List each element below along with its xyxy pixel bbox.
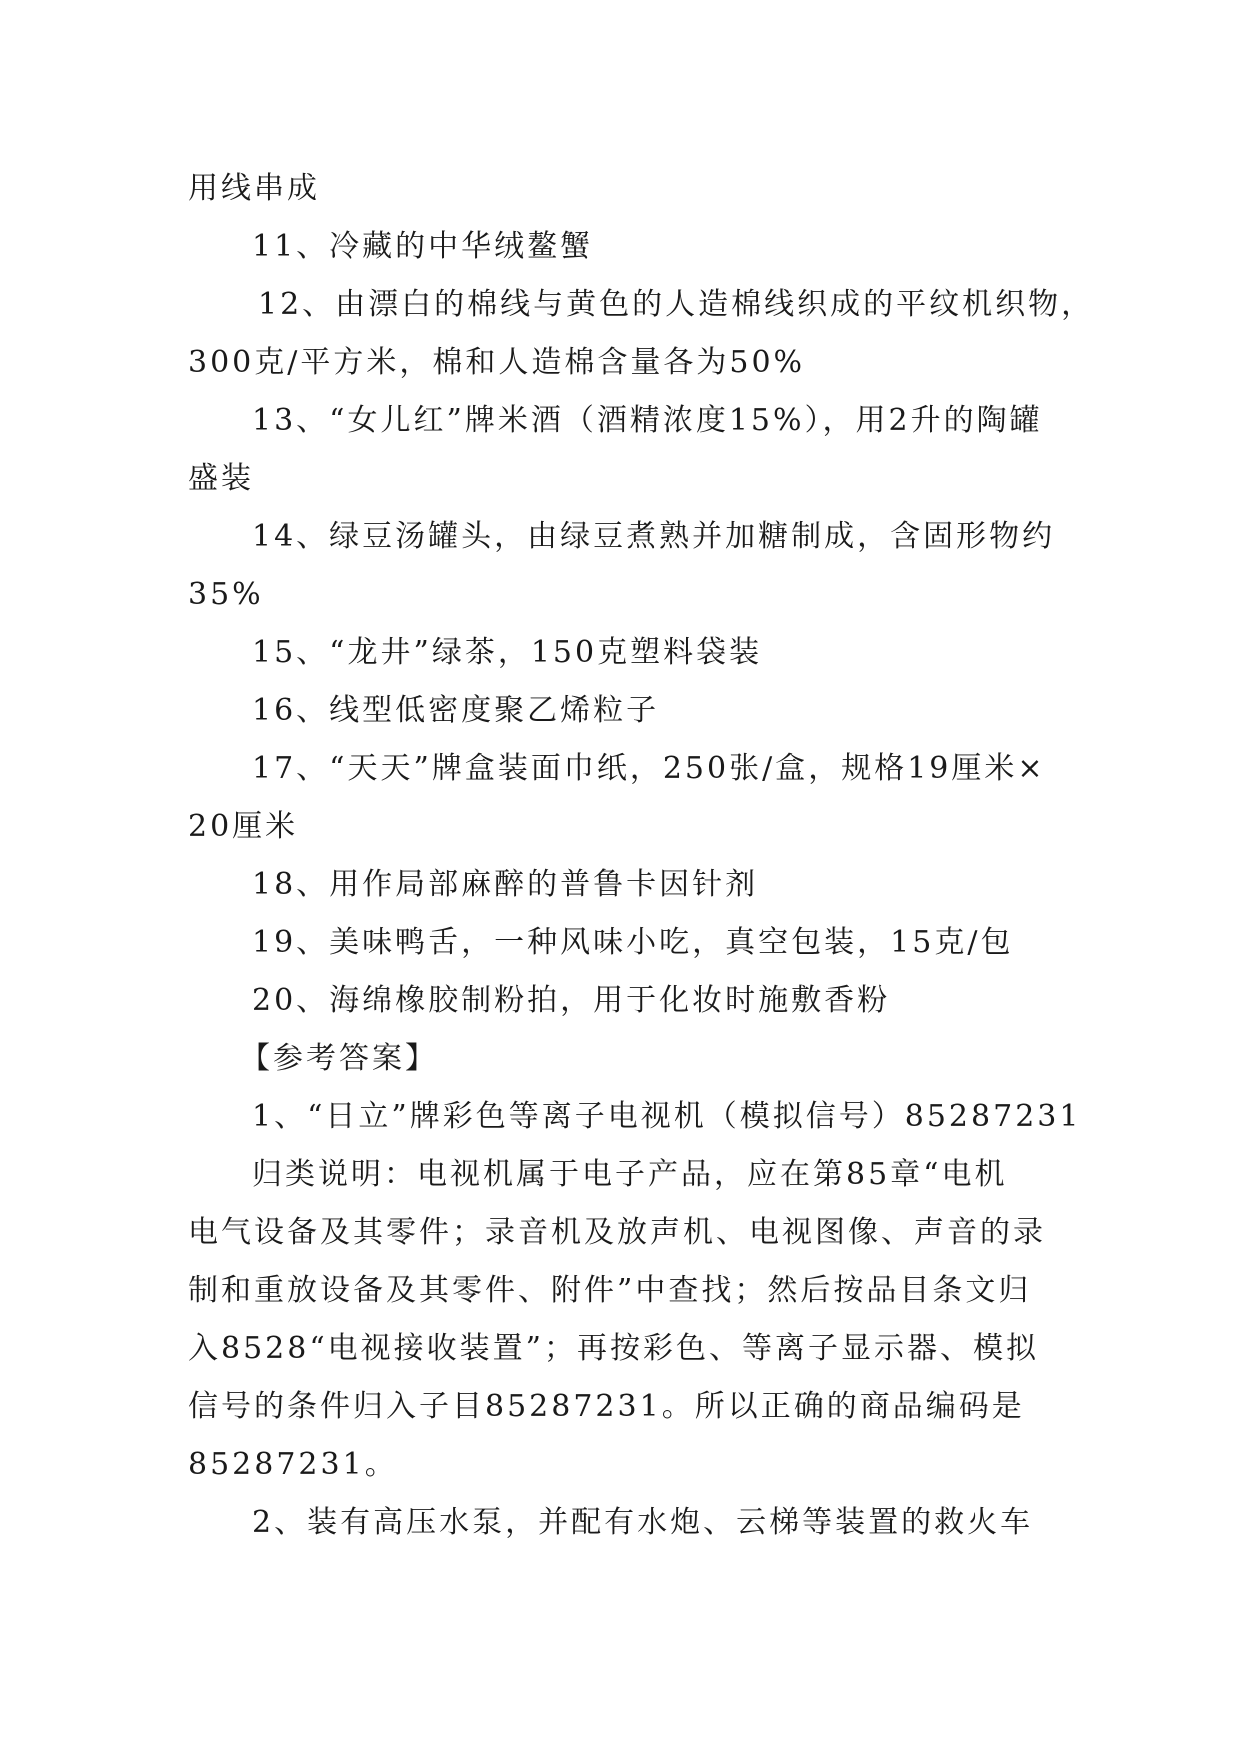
text-line: 11、冷藏的中华绒鳌蟹: [252, 229, 594, 264]
text-line: 用线串成: [188, 171, 320, 206]
text-line: 盛装: [188, 461, 254, 496]
text-line: 1、“日立”牌彩色等离子电视机（模拟信号）85287231: [252, 1099, 1082, 1134]
text-line: 20厘米: [188, 809, 299, 844]
text-line: 17、“天天”牌盒装面巾纸，250张/盒，规格19厘米×: [252, 751, 1046, 786]
text-line: 20、海绵橡胶制粉拍，用于化妆时施敷香粉: [252, 983, 891, 1018]
text-line: 85287231。: [188, 1447, 398, 1482]
text-line: 入8528“电视接收装置”；再按彩色、等离子显示器、模拟: [188, 1331, 1040, 1366]
text-line: 300克/平方米，棉和人造棉含量各为50%: [188, 345, 806, 380]
text-line: 35%: [188, 577, 264, 612]
text-line: 2、装有高压水泵，并配有水炮、云梯等装置的救火车: [252, 1505, 1034, 1540]
text-line: 电气设备及其零件；录音机及放声机、电视图像、声音的录: [188, 1215, 1046, 1250]
text-line: 16、线型低密度聚乙烯粒子: [252, 693, 660, 728]
text-line: 19、美味鸭舌，一种风味小吃，真空包装，15克/包: [252, 925, 1014, 960]
text-line: 制和重放设备及其零件、附件”中查找；然后按品目条文归: [188, 1273, 1032, 1308]
text-line: 归类说明：电视机属于电子产品，应在第85章“电机: [252, 1157, 1008, 1192]
text-line: 12、由漂白的棉线与黄色的人造棉线织成的平纹机织物，: [258, 287, 1095, 322]
section-heading: 【参考答案】: [240, 1041, 438, 1076]
text-line: 信号的条件归入子目85287231。所以正确的商品编码是: [188, 1389, 1025, 1424]
text-line: 14、绿豆汤罐头，由绿豆煮熟并加糖制成，含固形物约: [252, 519, 1056, 554]
text-line: 15、“龙井”绿茶，150克塑料袋装: [252, 635, 763, 670]
document-body: [188, 160, 1095, 1552]
text-line: 13、“女儿红”牌米酒（酒精浓度15%），用2升的陶罐: [252, 403, 1043, 438]
text-line: 18、用作局部麻醉的普鲁卡因针剂: [252, 867, 759, 902]
